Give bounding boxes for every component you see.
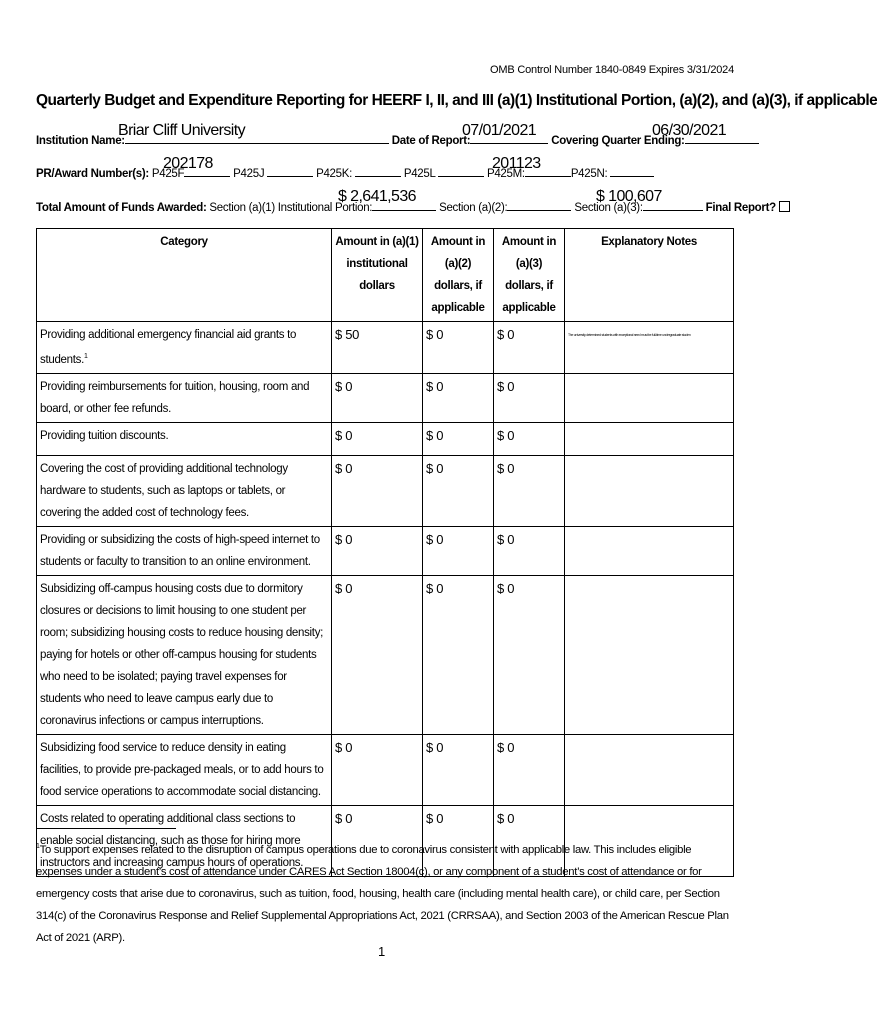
a3-value[interactable]: $ 100,607: [596, 188, 662, 205]
header-amount-a2: Amount in (a)(2) dollars, if applicable: [423, 229, 494, 322]
total-funds-label: Total Amount of Funds Awarded:: [36, 202, 207, 214]
quarter-value[interactable]: 06/30/2021: [652, 122, 727, 139]
amount-a3-cell[interactable]: $ 0: [494, 374, 565, 423]
explanatory-note-cell[interactable]: [565, 456, 734, 527]
institution-label: Institution Name:: [36, 135, 125, 147]
p425j-label: P425J: [233, 168, 265, 180]
amount-a1-cell[interactable]: $ 0: [332, 423, 423, 456]
amount-a1-cell[interactable]: $ 0: [332, 576, 423, 735]
a2-blank[interactable]: [507, 200, 571, 211]
amount-a2-cell[interactable]: $ 0: [423, 456, 494, 527]
final-report-checkbox[interactable]: [779, 201, 790, 212]
footnote-marker: 1: [36, 843, 40, 850]
p425n-label: P425N:: [570, 168, 608, 180]
category-cell: Providing reimbursements for tuition, housing, room and board, or other fee refunds.: [37, 374, 332, 423]
amount-a2-cell[interactable]: $ 0: [423, 423, 494, 456]
amount-a3-cell[interactable]: $ 0: [494, 806, 565, 877]
category-cell: Subsidizing off-campus housing costs due to dormitory closures or decisions to limit housing to one student per room; subsidizing housing costs to reduce housing density; paying for hotels or other off-campus housing for students who need to be isolated; paying travel expenses for students who need to leave campus early due to coronavirus infections or campus interruptions.: [37, 576, 332, 735]
p425f-value[interactable]: 202178: [163, 155, 213, 172]
table-row: [37, 374, 734, 423]
explanatory-note-cell[interactable]: [565, 576, 734, 735]
page-number: 1: [378, 944, 386, 959]
amount-a2-cell[interactable]: $ 0: [423, 527, 494, 576]
category-cell: Costs related to operating additional class sections to enable social distancing, such as those for hiring more instructors and increasing campus hours of operations.: [37, 806, 332, 877]
amount-a1-cell[interactable]: $ 0: [332, 527, 423, 576]
p425k-blank[interactable]: [355, 166, 401, 177]
pr-award-label: PR/Award Number(s):: [36, 168, 149, 180]
budget-table: [36, 228, 734, 877]
explanatory-note-cell[interactable]: The university determined students with exceptional need must be full-time undergraduate studen: [565, 322, 734, 374]
explanatory-note-cell[interactable]: [565, 374, 734, 423]
amount-a3-cell[interactable]: $ 0: [494, 735, 565, 806]
table-row: [37, 423, 734, 456]
amount-a3-cell[interactable]: $ 0: [494, 576, 565, 735]
amount-a3-cell[interactable]: $ 0: [494, 456, 565, 527]
table-header-row: [37, 229, 734, 322]
category-cell: Providing tuition discounts.: [37, 423, 332, 456]
explanatory-note-cell[interactable]: [565, 735, 734, 806]
footnote-divider: [36, 828, 176, 829]
a1-value[interactable]: $ 2,641,536: [338, 188, 416, 205]
p425j-blank[interactable]: [267, 166, 313, 177]
amount-a2-cell[interactable]: $ 0: [423, 322, 494, 374]
amount-a1-cell[interactable]: $ 0: [332, 806, 423, 877]
header-explanatory-notes: Explanatory Notes: [565, 229, 734, 322]
header-amount-a1: Amount in (a)(1) institutional dollars: [332, 229, 423, 322]
page-title: Quarterly Budget and Expenditure Reporting for HEERF I, II, and III (a)(1) Institutional Portion, (a)(2), and (a)(3), if applicable: [36, 92, 877, 109]
explanatory-note-cell[interactable]: [565, 527, 734, 576]
table-row: [37, 527, 734, 576]
p425l-blank[interactable]: [438, 166, 484, 177]
table-row: [37, 456, 734, 527]
date-value[interactable]: 07/01/2021: [462, 122, 537, 139]
amount-a3-cell[interactable]: $ 0: [494, 322, 565, 374]
footnote-text: To support expenses related to the disruption of campus operations due to coronavirus consistent with applicable law. This includes eligible expenses under a student’s cost of attendance under CARES Act Section 18004(c), or any component of a student’s cost of attendance or for emergency costs that arise due to coronavirus, such as tuition, food, housing, health care (including mental health care), or child care, per Section 314(c) of the Coronavirus Response and Relief Supplemental Appropriations Act, 2021 (CRRSAA), and Section 2003 of the American Rescue Plan Act of 2021 (ARP).: [36, 844, 729, 944]
a1-label: Section (a)(1) Institutional Portion:: [209, 202, 373, 214]
amount-a2-cell[interactable]: $ 0: [423, 735, 494, 806]
amount-a2-cell[interactable]: $ 0: [423, 576, 494, 735]
quarter-label: Covering Quarter Ending:: [551, 135, 685, 147]
p425f-label: P425F: [151, 168, 185, 180]
category-cell: Providing or subsidizing the costs of high-speed internet to students or faculty to transition to an online environment.: [37, 527, 332, 576]
a2-label: Section (a)(2):: [439, 202, 508, 214]
p425m-value[interactable]: 201123: [492, 155, 541, 172]
pr-award-row: [36, 166, 654, 180]
p425k-label: P425K:: [316, 168, 353, 180]
final-report-label: Final Report?: [705, 202, 776, 214]
footnote: [36, 836, 736, 949]
date-label: Date of Report:: [391, 135, 471, 147]
amount-a1-cell[interactable]: $ 0: [332, 456, 423, 527]
amount-a1-cell[interactable]: $ 50: [332, 322, 423, 374]
category-cell: Covering the cost of providing additional technology hardware to students, such as laptops or tablets, or covering the added cost of technology fees.: [37, 456, 332, 527]
explanatory-note-cell[interactable]: [565, 423, 734, 456]
table-row: [37, 735, 734, 806]
amount-a3-cell[interactable]: $ 0: [494, 423, 565, 456]
category-cell: [37, 322, 332, 374]
amount-a3-cell[interactable]: $ 0: [494, 527, 565, 576]
p425m-label: P425M:: [486, 168, 525, 180]
table-row: [37, 576, 734, 735]
header-amount-a3: Amount in (a)(3) dollars, if applicable: [494, 229, 565, 322]
amount-a1-cell[interactable]: $ 0: [332, 374, 423, 423]
category-text: Providing additional emergency financial aid grants to students.: [40, 329, 297, 366]
category-cell: Subsidizing food service to reduce density in eating facilities, to provide pre-packaged meals, or to add hours to food service operations to accommodate social distancing.: [37, 735, 332, 806]
institution-value[interactable]: Briar Cliff University: [118, 122, 245, 139]
table-row: [37, 322, 734, 374]
p425l-label: P425L: [403, 168, 436, 180]
amount-a2-cell[interactable]: $ 0: [423, 374, 494, 423]
a3-label: Section (a)(3):: [574, 202, 643, 214]
omb-control-number: OMB Control Number 1840-0849 Expires 3/31/2024: [490, 64, 734, 76]
footnote-ref: 1: [83, 353, 88, 360]
amount-a2-cell[interactable]: $ 0: [423, 806, 494, 877]
p425n-blank[interactable]: [610, 166, 654, 177]
amount-a1-cell[interactable]: $ 0: [332, 735, 423, 806]
header-category: Category: [37, 229, 332, 322]
